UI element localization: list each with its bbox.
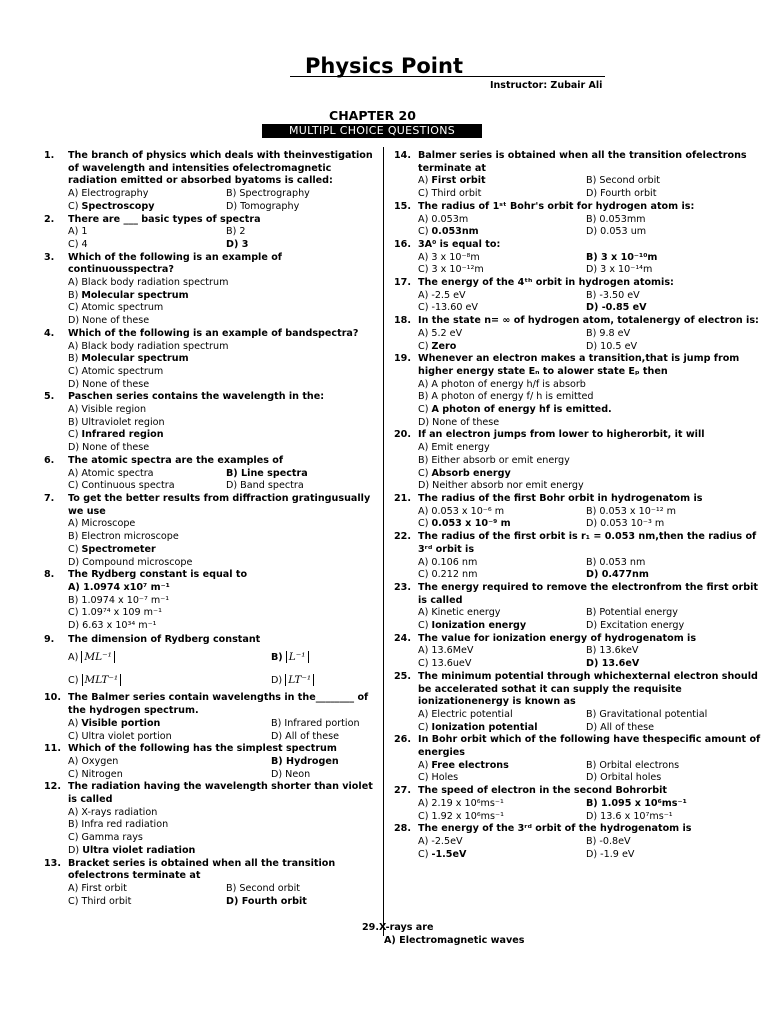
question-12: 12. The radiation having the wavelength shorter than violet is called A) X-rays radiation B) Infra red radiation C) Gamma rays D) Ultra violet radiation (44, 781, 380, 857)
option-b: B) Second orbit (226, 882, 301, 894)
right-column (394, 150, 762, 861)
option-b: B) Electron microscope (68, 531, 179, 543)
option-d: D) 13.6 x 10⁷ms⁻¹ (586, 810, 673, 822)
option-d: D) Ultra violet radiation (68, 844, 196, 856)
option-c: C) 0.053 x 10⁻⁹ m (418, 518, 511, 530)
option-b: B) 0.053mm (586, 213, 646, 225)
option-b: B) 13.6keV (586, 645, 639, 657)
option-b: B) Line spectra (226, 467, 308, 479)
option-d: D) All of these (271, 730, 340, 742)
option-b: B) Spectrography (226, 188, 310, 200)
question-11: 11. Which of the following has the simplest spectrum A) Oxygen B) Hydrogen C) Nitrogen D) Neon (44, 743, 380, 781)
option-a: A) Electrography (68, 188, 149, 200)
option-a: A) 13.6MeV (418, 645, 474, 657)
column-divider (383, 147, 384, 936)
question-text: The branch of physics which deals with theinvestigation of wavelength and intensities ofelectromagnetic radiation emitted or absorbed byatoms is called: (68, 150, 373, 187)
option-d: D) Neon (271, 768, 311, 780)
option-b: B) A photon of energy f/ h is emitted (418, 391, 594, 403)
option-d: D) Neither absorb nor emit energy (418, 480, 584, 492)
question-8: 8. The Rydberg constant is equal to A) 1.0974 x10⁷ m⁻¹ B) 1.0974 x 10⁻⁷ m⁻¹ C) 1.09⁷⁴ x 109 m⁻¹ D) 6.63 x 10³⁴ m⁻¹ (44, 569, 380, 633)
option-b: B) Infrared portion (271, 717, 360, 729)
option-a: A) 0.106 nm (418, 556, 478, 568)
question-24: 24. The value for ionization energy of hydrogenatom is A) 13.6MeV B) 13.6keV C) 13.6ueV D) 13.6eV (394, 633, 762, 671)
question-1 (44, 150, 380, 214)
option-c: C) 13.6ueV (418, 658, 472, 670)
question-28: 28. The energy of the 3ʳᵈ orbit of the hydrogenatom is A) -2.5eV B) -0.8eV C) -1.5eV D) -1.9 eV (394, 823, 762, 861)
question-17: 17. The energy of the 4ᵗʰ orbit in hydrogen atomis: A) -2.5 eV B) -3.50 eV C) -13.60 eV D) -0.85 eV (394, 277, 762, 315)
option-a: A) 1.0974 x10⁷ m⁻¹ (68, 581, 170, 593)
option-c: C) -1.5eV (418, 848, 467, 860)
option-b: B) Infra red radiation (68, 819, 169, 831)
question-13: 13. Bracket series is obtained when all the transition ofelectrons terminate at A) First orbit B) Second orbit C) Third orbit D) Fourth orbit (44, 858, 380, 909)
option-a: A) Electric potential (418, 708, 513, 720)
option-a: A) 3 x 10⁻⁸m (418, 251, 480, 263)
option-c: C) Third orbit (68, 895, 132, 907)
option-b: B) Orbital electrons (586, 759, 680, 771)
option-b: B) -3.50 eV (586, 289, 640, 301)
option-a: A) Oxygen (68, 755, 119, 767)
option-d: D) Orbital holes (586, 772, 662, 784)
option-d: D) 10.5 eV (586, 340, 638, 352)
question-14: 14. Balmer series is obtained when all the transition ofelectrons terminate at A) First orbit B) Second orbit C) Third orbit D) Fourth orbit (394, 150, 762, 201)
option-d: D) -0.85 eV (586, 302, 647, 314)
option-d: D) 0.477nm (586, 569, 649, 581)
option-c: C) Zero (418, 340, 457, 352)
question-15: 15. The radius of 1ˢᵗ Bohr's orbit for hydrogen atom is: A) 0.053m B) 0.053mm C) 0.053nm D) 0.053 um (394, 201, 762, 239)
option-d: D) Fourth orbit (586, 188, 657, 200)
option-b: B) Ultraviolet region (68, 416, 165, 428)
option-c: C) Absorb energy (418, 467, 511, 479)
option-d: D) 6.63 x 10³⁴ m⁻¹ (68, 620, 157, 632)
question-29 (362, 922, 524, 947)
option-c: C) Gamma rays (68, 832, 143, 844)
option-a: A) First orbit (418, 175, 486, 187)
option-d: D) Tomography (226, 200, 300, 212)
option-b: B) Potential energy (586, 607, 678, 619)
option-a: A) Emit energy (418, 442, 490, 454)
option-a: A) -2.5eV (418, 835, 463, 847)
option-b: B) Hydrogen (271, 755, 339, 767)
option-b: B) Molecular spectrum (68, 289, 189, 301)
option-a: A) 2.19 x 10⁶ms⁻¹ (418, 797, 504, 809)
question-26: 26. In Bohr orbit which of the following have thespecific amount of energies A) Free electrons B) Orbital electrons C) Holes D) Orbital holes (394, 734, 761, 784)
option-c: C) Third orbit (418, 188, 482, 200)
option-b: B) Second orbit (586, 175, 661, 187)
option-b: B) 2 (226, 226, 246, 238)
question-23: 23. The energy required to remove the electronfrom the first orbit is called A) Kinetic energy B) Potential energy C) Ionization energy D) Excitation energy (394, 582, 762, 633)
question-27: 27. The speed of electron in the second Bohrorbit A) 2.19 x 10⁶ms⁻¹ B) 1.095 x 10⁶ms⁻¹ C) 1.92 x 10⁶ms⁻¹ D) 13.6 x 10⁷ms⁻¹ (394, 785, 762, 823)
option-d: D) Fourth orbit (226, 895, 307, 907)
option-c: C) Atomic spectrum (68, 302, 164, 314)
option-a: A) Black body radiation spectrum (68, 340, 229, 352)
option-b: B) 1.095 x 10⁶ms⁻¹ (586, 797, 687, 809)
option-d: D) 3 x 10⁻¹⁴m (586, 264, 653, 276)
question-10: 10. The Balmer series contain wavelengths in the________ of the hydrogen spectrum. A) Visible portion B) Infrared portion C) Ultra violet portion D) All of these (44, 692, 380, 743)
question-5: 5. Paschen series contains the wavelength in the: A) Visible region B) Ultraviolet region C) Infrared region D) None of these (44, 391, 380, 455)
option-c: C) 0.212 nm (418, 569, 478, 581)
option-b: B) Either absorb or emit energy (418, 454, 570, 466)
section-banner: MULTIPL CHOICE QUESTIONS (262, 124, 482, 138)
option-b: B) Gravitational potential (586, 708, 708, 720)
option-c: C) 1.09⁷⁴ x 109 m⁻¹ (68, 607, 162, 619)
option-a: A) Atomic spectra (68, 467, 154, 479)
option-c: C) Continuous spectra (68, 480, 175, 492)
option-c: C) 0.053nm (418, 226, 479, 238)
option-a: A) Visible region (68, 404, 147, 416)
option-d: D) -1.9 eV (586, 848, 635, 860)
option-a: A) Electromagnetic waves (384, 934, 525, 946)
page-title: Physics Point (305, 54, 463, 78)
option-a: A) X-rays radiation (68, 806, 158, 818)
option-b: B) 1.0974 x 10⁻⁷ m⁻¹ (68, 594, 170, 606)
option-c: C) 4 (68, 238, 88, 250)
option-a: A) Kinetic energy (418, 607, 501, 619)
option-c: C) Ionization potential (418, 721, 538, 733)
question-16: 16. 3A⁰ is equal to: A) 3 x 10⁻⁸m B) 3 x 10⁻¹⁰m C) 3 x 10⁻¹²m D) 3 x 10⁻¹⁴m (394, 239, 762, 277)
option-c: C) -13.60 eV (418, 302, 478, 314)
chapter-heading: CHAPTER 20 (329, 108, 416, 123)
option-a: A) 5.2 eV (418, 327, 463, 339)
option-a: A) -2.5 eV (418, 289, 466, 301)
question-2: 2. There are ___ basic types of spectra A) 1 B) 2 C) 4 D) 3 (44, 214, 380, 252)
option-c: C) A photon of energy hf is emitted. (418, 404, 612, 416)
question-3: 3. Which of the following is an example of continuousspectra? A) Black body radiation spectrum B) Molecular spectrum C) Atomic spectrum D) None of these (44, 252, 380, 328)
option-d: D) None of these (68, 378, 150, 390)
option-d: D) LT⁻¹ (271, 669, 380, 692)
question-number: 29. (362, 922, 379, 933)
option-b: B) L⁻¹ (271, 646, 380, 669)
option-a: A) 0.053m (418, 213, 469, 225)
option-d: D) Compound microscope (68, 556, 193, 568)
option-a: A) Visible portion (68, 717, 161, 729)
option-d: D) None of these (418, 416, 500, 428)
option-d: D) All of these (586, 721, 655, 733)
option-b: B) 0.053 nm (586, 556, 646, 568)
question-7: 7. To get the better results from diffraction gratingusually we use A) Microscope B) Electron microscope C) Spectrometer D) Compound microscope (44, 493, 380, 569)
option-a: A) Microscope (68, 518, 136, 530)
option-c: C) Nitrogen (68, 768, 123, 780)
option-c: C) 1.92 x 10⁶ms⁻¹ (418, 810, 504, 822)
question-number: 1. (44, 150, 55, 161)
option-c: C) Spectroscopy (68, 200, 155, 212)
option-a: A) 1 (68, 226, 88, 238)
question-20: 20. If an electron jumps from lower to higherorbit, it will A) Emit energy B) Either absorb or emit energy C) Absorb energy D) Neither absorb nor emit energy (394, 429, 762, 493)
question-4: 4. Which of the following is an example of bandspectra? A) Black body radiation spectrum B) Molecular spectrum C) Atomic spectrum D) None of these (44, 328, 380, 392)
option-d: D) None of these (68, 442, 150, 454)
option-a: A) Black body radiation spectrum (68, 277, 229, 289)
option-d: D) Band spectra (226, 480, 304, 492)
option-d: D) Excitation energy (586, 620, 685, 632)
question-9: 9. The dimension of Rydberg constant A) ML⁻¹ B) L⁻¹ C) MLT⁻¹ D) LT⁻¹ (44, 634, 380, 693)
option-d: D) 13.6eV (586, 658, 640, 670)
question-19: 19. Whenever an electron makes a transition,that is jump from higher energy state Eₙ to alower state Eₚ then A) A photon of energy h/f is absorb B) A photon of energy f/ h is emitted C) A photon of energy hf is emitted. D) None of these (394, 353, 762, 429)
option-c: C) 3 x 10⁻¹²m (418, 264, 484, 276)
question-22: 22. The radius of the first orbit is r₁ = 0.053 nm,then the radius of 3ʳᵈ orbit is A) 0.106 nm B) 0.053 nm C) 0.212 nm D) 0.477nm (394, 531, 762, 582)
option-b: B) -0.8eV (586, 835, 631, 847)
option-a: A) 0.053 x 10⁻⁶ m (418, 505, 505, 517)
question-21: 21. The radius of the first Bohr orbit in hydrogenatom is A) 0.053 x 10⁻⁶ m B) 0.053 x 10⁻¹² m C) 0.053 x 10⁻⁹ m D) 0.053 10⁻³ m (394, 493, 762, 531)
instructor-name: Instructor: Zubair Ali (490, 80, 603, 91)
option-a: A) ML⁻¹ (68, 646, 271, 669)
option-c: C) Atomic spectrum (68, 365, 164, 377)
option-a: A) Free electrons (418, 759, 509, 771)
option-a: A) A photon of energy h/f is absorb (418, 378, 586, 390)
option-b: B) 9.8 eV (586, 327, 631, 339)
option-a: A) First orbit (68, 882, 127, 894)
question-25: 25. The minimum potential through whichexternal electron should be accelerated sothat it can supply the requisite ionizationenergy is known as A) Electric potential B) Gravitational potential C) Ionization potential D) All of these (394, 671, 762, 735)
option-c: C) Spectrometer (68, 543, 156, 555)
option-b: B) Molecular spectrum (68, 353, 189, 365)
question-6: 6. The atomic spectra are the examples of A) Atomic spectra B) Line spectra C) Continuous spectra D) Band spectra (44, 455, 380, 493)
option-c: C) Holes (418, 772, 459, 784)
left-column (44, 150, 380, 908)
option-d: D) 0.053 10⁻³ m (586, 518, 665, 530)
option-c: C) Ionization energy (418, 620, 527, 632)
option-b: B) 3 x 10⁻¹⁰m (586, 251, 658, 263)
option-b: B) 0.053 x 10⁻¹² m (586, 505, 676, 517)
option-d: D) 0.053 um (586, 226, 647, 238)
option-c: C) Ultra violet portion (68, 730, 172, 742)
option-d: D) None of these (68, 315, 150, 327)
question-text: X-rays are (379, 922, 434, 933)
option-c: C) Infrared region (68, 429, 164, 441)
question-18: 18. In the state n= ∞ of hydrogen atom, totalenergy of electron is: A) 5.2 eV B) 9.8 eV C) Zero D) 10.5 eV (394, 315, 762, 353)
title-underline (290, 76, 605, 77)
option-d: D) 3 (226, 238, 249, 250)
option-c: C) MLT⁻¹ (68, 669, 271, 692)
